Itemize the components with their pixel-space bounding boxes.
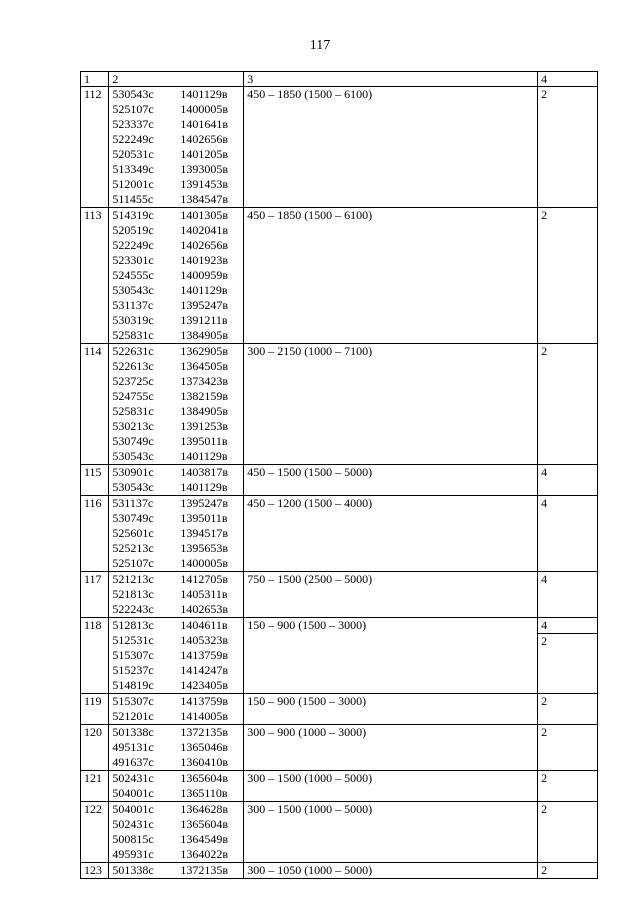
latitude: 525831c <box>112 328 154 342</box>
latitude: 502431c <box>112 817 154 831</box>
row-number: 122 <box>81 802 109 863</box>
latitude: 522249c <box>112 238 154 252</box>
coordinate-pair <box>112 223 243 238</box>
latitude: 513349c <box>112 162 154 176</box>
longitude: 1382159в <box>180 389 229 403</box>
coordinate-pair <box>112 344 243 359</box>
longitude: 1402653в <box>180 602 229 616</box>
longitude: 1403817в <box>180 465 229 479</box>
coordinate-pair <box>112 162 243 177</box>
table-row <box>81 208 598 344</box>
coordinates-cell <box>109 344 244 465</box>
longitude: 1395247в <box>180 298 229 312</box>
coordinate-pair <box>112 602 243 617</box>
latitude: 522249c <box>112 132 154 146</box>
longitude: 1395653в <box>180 541 229 555</box>
longitude: 1365110в <box>180 786 228 800</box>
longitude: 1373423в <box>180 374 229 388</box>
coordinate-pair <box>112 648 243 663</box>
category-cell <box>538 208 598 344</box>
coordinate-pair <box>112 208 243 223</box>
latitude: 520519c <box>112 223 154 237</box>
latitude: 501338c <box>112 725 154 739</box>
coordinate-pair <box>112 313 243 328</box>
table-row <box>81 618 598 694</box>
longitude: 1393005в <box>180 162 229 176</box>
row-number: 123 <box>81 863 109 879</box>
altitude-range: 450 – 1850 (1500 – 6100) <box>244 87 538 208</box>
table-row <box>81 87 598 208</box>
latitude: 512531c <box>112 633 154 647</box>
coordinates-cell <box>109 87 244 208</box>
table-row <box>81 465 598 496</box>
latitude: 504001c <box>112 786 154 800</box>
longitude: 1414247в <box>180 663 229 677</box>
longitude: 1395011в <box>180 434 228 448</box>
coordinate-pair <box>112 618 243 633</box>
coordinates-cell <box>109 496 244 572</box>
category-value: 2 <box>541 802 548 816</box>
latitude: 515237c <box>112 663 154 677</box>
latitude: 530749c <box>112 434 154 448</box>
longitude: 1414005в <box>180 709 229 723</box>
longitude: 1401305в <box>180 208 229 222</box>
latitude: 530213c <box>112 419 154 433</box>
coordinate-pair <box>112 238 243 253</box>
altitude-range: 300 – 1500 (1000 – 5000) <box>244 802 538 863</box>
coordinates-cell <box>109 572 244 618</box>
longitude: 1384547в <box>180 192 229 206</box>
latitude: 504001c <box>112 802 154 816</box>
altitude-range: 150 – 900 (1500 – 3000) <box>244 618 538 694</box>
coordinates-cell <box>109 694 244 725</box>
longitude: 1384905в <box>180 404 229 418</box>
table-header-row <box>81 72 598 87</box>
table-row <box>81 802 598 863</box>
category-cell <box>538 725 598 771</box>
coordinate-pair <box>112 177 243 192</box>
coordinates-cell <box>109 863 244 879</box>
coordinate-pair <box>112 511 243 526</box>
row-number: 120 <box>81 725 109 771</box>
longitude: 1401129в <box>180 283 228 297</box>
coordinate-pair <box>112 771 243 786</box>
longitude: 1401129в <box>180 480 228 494</box>
coordinates-cell <box>109 771 244 802</box>
latitude: 524555c <box>112 268 154 282</box>
latitude: 522613c <box>112 359 154 373</box>
header-cell-3: 3 <box>244 72 538 87</box>
latitude: 524755c <box>112 389 154 403</box>
coordinate-pair <box>112 192 243 207</box>
category-cell <box>538 863 598 879</box>
longitude: 1364022в <box>180 847 229 861</box>
table-row <box>81 863 598 879</box>
longitude: 1405311в <box>180 587 228 601</box>
latitude: 530749c <box>112 511 154 525</box>
latitude: 530319c <box>112 313 154 327</box>
table-row <box>81 344 598 465</box>
latitude: 530543c <box>112 87 154 101</box>
longitude: 1372135в <box>180 863 229 877</box>
latitude: 525213c <box>112 541 154 555</box>
latitude: 522631c <box>112 344 154 358</box>
longitude: 1404611в <box>180 618 228 632</box>
category-cell <box>538 694 598 725</box>
category-cell <box>538 496 598 572</box>
row-number: 119 <box>81 694 109 725</box>
longitude: 1401641в <box>180 117 229 131</box>
coordinate-pair <box>112 359 243 374</box>
latitude: 521213c <box>112 572 154 586</box>
coordinate-pair <box>112 419 243 434</box>
coordinate-pair <box>112 832 243 847</box>
longitude: 1405323в <box>180 633 229 647</box>
row-number: 113 <box>81 208 109 344</box>
category-value: 2 <box>541 87 548 101</box>
coordinate-pair <box>112 480 243 495</box>
row-number: 112 <box>81 87 109 208</box>
coordinates-cell <box>109 802 244 863</box>
longitude: 1372135в <box>180 725 229 739</box>
category-value: 4 <box>541 465 548 479</box>
coordinates-cell <box>109 208 244 344</box>
row-number: 114 <box>81 344 109 465</box>
row-number: 121 <box>81 771 109 802</box>
latitude: 520531c <box>112 147 154 161</box>
latitude: 531137c <box>112 298 154 312</box>
longitude: 1365604в <box>180 817 229 831</box>
longitude: 1384905в <box>180 328 229 342</box>
coordinate-pair <box>112 404 243 419</box>
longitude: 1400959в <box>180 268 229 282</box>
altitude-range: 300 – 900 (1000 – 3000) <box>244 725 538 771</box>
coordinate-pair <box>112 786 243 801</box>
longitude: 1395011в <box>180 511 228 525</box>
altitude-range: 750 – 1500 (2500 – 5000) <box>244 572 538 618</box>
longitude: 1401923в <box>180 253 229 267</box>
category-value: 4 <box>541 618 548 632</box>
latitude: 515307c <box>112 694 154 708</box>
longitude: 1360410в <box>180 755 229 769</box>
latitude: 495931c <box>112 847 154 861</box>
latitude: 501338c <box>112 863 154 877</box>
latitude: 523301c <box>112 253 154 267</box>
coordinate-pair <box>112 709 243 724</box>
longitude: 1402041в <box>180 223 229 237</box>
category-cell <box>538 465 598 496</box>
latitude: 515307c <box>112 648 154 662</box>
longitude: 1423405в <box>180 678 229 692</box>
latitude: 525601c <box>112 526 154 540</box>
coordinate-pair <box>112 298 243 313</box>
altitude-range: 450 – 1850 (1500 – 6100) <box>244 208 538 344</box>
coordinate-pair <box>112 328 243 343</box>
coordinate-pair <box>112 725 243 740</box>
longitude: 1400005в <box>180 102 229 116</box>
latitude: 495131c <box>112 740 154 754</box>
table-row <box>81 725 598 771</box>
longitude: 1401129в <box>180 449 228 463</box>
coordinate-pair <box>112 541 243 556</box>
coordinate-pair <box>112 663 243 678</box>
latitude: 530543c <box>112 449 154 463</box>
longitude: 1364505в <box>180 359 229 373</box>
coordinate-pair <box>112 863 243 878</box>
header-cell-1: 1 <box>81 72 109 87</box>
coordinate-pair <box>112 526 243 541</box>
row-number: 118 <box>81 618 109 694</box>
longitude: 1364549в <box>180 832 229 846</box>
coordinate-pair <box>112 283 243 298</box>
coordinate-pair <box>112 802 243 817</box>
category-value: 2 <box>541 725 548 739</box>
latitude: 523725c <box>112 374 154 388</box>
category-value: 2 <box>541 694 548 708</box>
category-cell <box>538 618 598 694</box>
table-row <box>81 771 598 802</box>
longitude: 1394517в <box>180 526 229 540</box>
header-cell-2: 2 <box>109 72 244 87</box>
longitude: 1365046в <box>180 740 229 754</box>
altitude-range: 300 – 1500 (1000 – 5000) <box>244 771 538 802</box>
category-cell <box>538 344 598 465</box>
row-number: 117 <box>81 572 109 618</box>
coordinate-pair <box>112 587 243 602</box>
latitude: 521201c <box>112 709 154 723</box>
category-value: 4 <box>541 572 548 586</box>
coordinate-pair <box>112 633 243 648</box>
coordinate-pair <box>112 87 243 102</box>
coordinate-pair <box>112 755 243 770</box>
latitude: 512001c <box>112 177 154 191</box>
coordinate-pair <box>112 374 243 389</box>
header-cell-4: 4 <box>538 72 598 87</box>
coordinate-pair <box>112 147 243 162</box>
page-number: 117 <box>309 38 331 53</box>
longitude: 1391453в <box>180 177 229 191</box>
longitude: 1413759в <box>180 648 229 662</box>
longitude: 1413759в <box>180 694 229 708</box>
longitude: 1402656в <box>180 132 229 146</box>
category-cell <box>538 87 598 208</box>
coordinate-pair <box>112 268 243 283</box>
coordinate-pair <box>112 694 243 709</box>
latitude: 511455c <box>112 192 154 206</box>
longitude: 1395247в <box>180 496 229 510</box>
longitude: 1401129в <box>180 87 228 101</box>
table-row <box>81 694 598 725</box>
category-value: 2 <box>541 344 548 358</box>
latitude: 530901c <box>112 465 154 479</box>
altitude-range: 150 – 900 (1500 – 3000) <box>244 694 538 725</box>
longitude: 1391253в <box>180 419 229 433</box>
coordinate-pair <box>112 117 243 132</box>
coordinate-pair <box>112 678 243 693</box>
latitude: 531137c <box>112 496 154 510</box>
coordinates-cell <box>109 465 244 496</box>
latitude: 521813c <box>112 587 154 601</box>
longitude: 1365604в <box>180 771 229 785</box>
altitude-range: 300 – 1050 (1000 – 5000) <box>244 863 538 879</box>
altitude-range: 450 – 1500 (1500 – 5000) <box>244 465 538 496</box>
coordinates-table <box>80 71 598 879</box>
latitude: 500815c <box>112 832 154 846</box>
coordinates-cell <box>109 618 244 694</box>
coordinate-pair <box>112 847 243 862</box>
altitude-range: 300 – 2150 (1000 – 7100) <box>244 344 538 465</box>
latitude: 514319c <box>112 208 154 222</box>
latitude: 525107c <box>112 102 154 116</box>
category-value: 4 <box>541 496 548 510</box>
latitude: 502431c <box>112 771 154 785</box>
coordinate-pair <box>112 102 243 117</box>
latitude: 514819c <box>112 678 154 692</box>
coordinate-pair <box>112 253 243 268</box>
category-cell <box>538 771 598 802</box>
category-value: 2 <box>541 771 548 785</box>
row-number: 115 <box>81 465 109 496</box>
longitude: 1362905в <box>180 344 229 358</box>
coordinate-pair <box>112 817 243 832</box>
category-cell <box>538 572 598 618</box>
longitude: 1364628в <box>180 802 229 816</box>
latitude: 512813c <box>112 618 154 632</box>
latitude: 525831c <box>112 404 154 418</box>
latitude: 530543c <box>112 480 154 494</box>
category-value: 2 <box>541 863 548 877</box>
longitude: 1402656в <box>180 238 229 252</box>
latitude: 530543c <box>112 283 154 297</box>
coordinate-pair <box>112 132 243 147</box>
altitude-range: 450 – 1200 (1500 – 4000) <box>244 496 538 572</box>
row-number: 116 <box>81 496 109 572</box>
coordinate-pair <box>112 496 243 511</box>
coordinate-pair <box>112 389 243 404</box>
longitude: 1391211в <box>180 313 228 327</box>
coordinate-pair <box>112 740 243 755</box>
coordinate-pair <box>112 556 243 571</box>
table-row <box>81 572 598 618</box>
table-row <box>81 496 598 572</box>
category-value: 2 <box>541 208 548 222</box>
longitude: 1401205в <box>180 147 229 161</box>
coordinate-pair <box>112 449 243 464</box>
coordinate-pair <box>112 572 243 587</box>
longitude: 1412705в <box>180 572 229 586</box>
latitude: 522243c <box>112 602 154 616</box>
longitude: 1400005в <box>180 556 229 570</box>
coordinates-cell <box>109 725 244 771</box>
coordinate-pair <box>112 465 243 480</box>
latitude: 491637c <box>112 755 154 769</box>
category-cell <box>538 802 598 863</box>
category-value: 2 <box>538 633 597 649</box>
coordinate-pair <box>112 434 243 449</box>
latitude: 523337c <box>112 117 154 131</box>
latitude: 525107c <box>112 556 154 570</box>
